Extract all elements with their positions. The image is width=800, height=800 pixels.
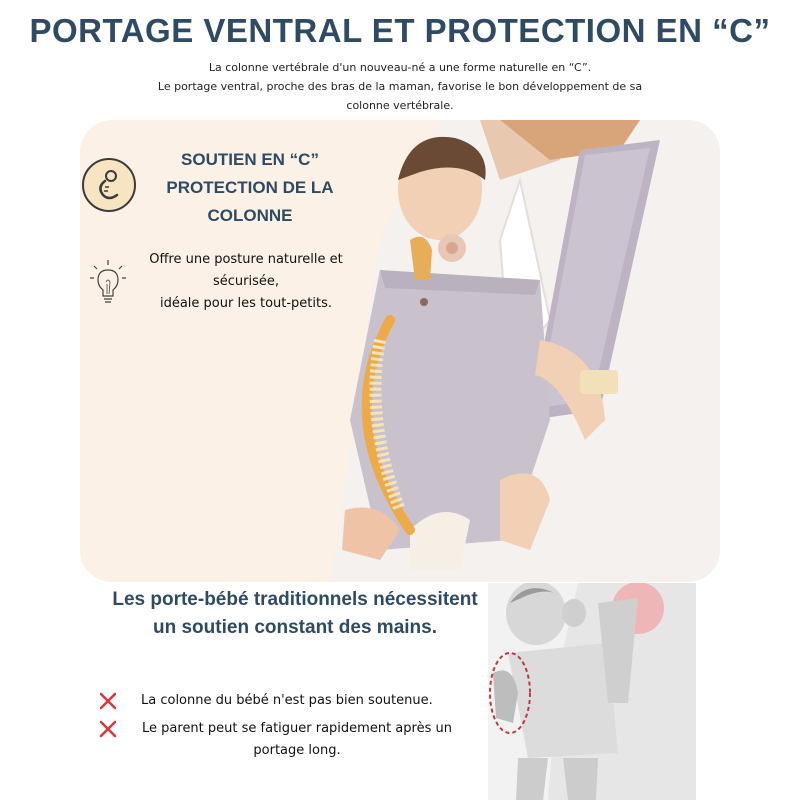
con-text [141, 690, 461, 712]
lightbulb-icon [88, 258, 128, 308]
page-title: PORTAGE VENTRAL ET PROTECTION EN “C” [29, 12, 771, 49]
con-item [97, 718, 467, 762]
intro-paragraph [120, 58, 680, 115]
traditional-carrier-photo [488, 583, 696, 800]
feature-description [132, 249, 360, 315]
cross-icon [97, 718, 119, 740]
traditional-heading-line: un soutien constant des mains. [153, 617, 437, 638]
feature-heading-line: SOUTIEN EN “C” [181, 150, 319, 169]
intro-line: La colonne vertébrale d'un nouveau-né a une forme naturelle en “C”. [208, 61, 592, 74]
traditional-carrier-heading [80, 586, 510, 642]
con-text-line: portage long. [253, 743, 341, 758]
feature-text-line: Offre une posture naturelle et [149, 252, 343, 267]
feature-text-line: sécurisée, [212, 274, 279, 289]
con-item [97, 690, 461, 712]
con-text-line: Le parent peut se fatiguer rapidement après un [142, 721, 452, 736]
feature-text-line: idéale pour les tout-petits. [159, 296, 333, 311]
feature-heading-line: COLONNE [207, 206, 293, 225]
traditional-heading-line: Les porte-bébé traditionnels nécessitent [112, 589, 478, 610]
intro-line: Le portage ventral, proche des bras de la maman, favorise le bon développement de sa [157, 80, 643, 93]
con-text-line: La colonne du bébé n'est pas bien soutenue. [141, 693, 433, 708]
cross-icon [97, 690, 119, 712]
feature-heading [150, 146, 350, 230]
spine-c-icon [82, 158, 136, 212]
con-text [127, 718, 467, 762]
intro-line: colonne vertébrale. [346, 99, 454, 112]
feature-heading-line: PROTECTION DE LA [166, 178, 334, 197]
